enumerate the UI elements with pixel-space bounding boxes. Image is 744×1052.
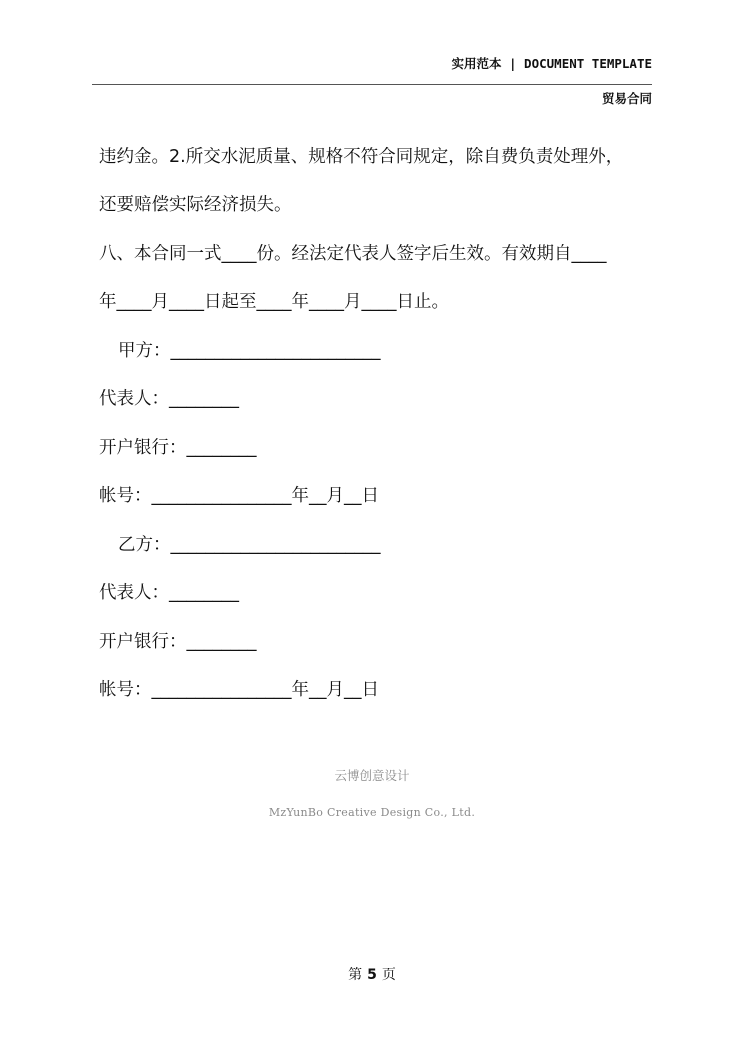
party-a-account: 帐号：________________年__月__日 [99, 486, 379, 506]
document-type-label: 贸易合同 [601, 91, 652, 106]
page-number-value: 5 [367, 967, 377, 983]
party-b-account: 帐号：________________年__月__日 [99, 680, 379, 700]
page-suffix: 页 [381, 967, 396, 983]
party-a-bank: 开户银行：________ [99, 438, 257, 458]
page-number [0, 964, 744, 984]
body-line-1: 违约金。2.所交水泥质量、规格不符合同规定，除自费负责处理外， [99, 147, 624, 167]
party-a-line: 甲方：________________________ [118, 341, 381, 361]
body-line-3: 八、本合同一式____份。经法定代表人签字后生效。有效期自____ [99, 244, 607, 264]
body-line-2: 还要赔偿实际经济损失。 [99, 195, 292, 215]
party-a-representative: 代表人：________ [99, 389, 239, 409]
party-b-line: 乙方：________________________ [118, 535, 381, 555]
company-name-en: MzYunBo Creative Design Co., Ltd. [268, 806, 476, 819]
body-line-4: 年____月____日起至____年____月____日止。 [99, 292, 449, 312]
party-b-representative: 代表人：________ [99, 583, 239, 603]
company-name-cn: 云博创意设计 [334, 768, 410, 783]
header-title: 实用范本 | DOCUMENT TEMPLATE [451, 56, 652, 71]
header-divider [92, 84, 652, 85]
party-b-bank: 开户银行：________ [99, 632, 257, 652]
page-prefix: 第 [348, 967, 363, 983]
